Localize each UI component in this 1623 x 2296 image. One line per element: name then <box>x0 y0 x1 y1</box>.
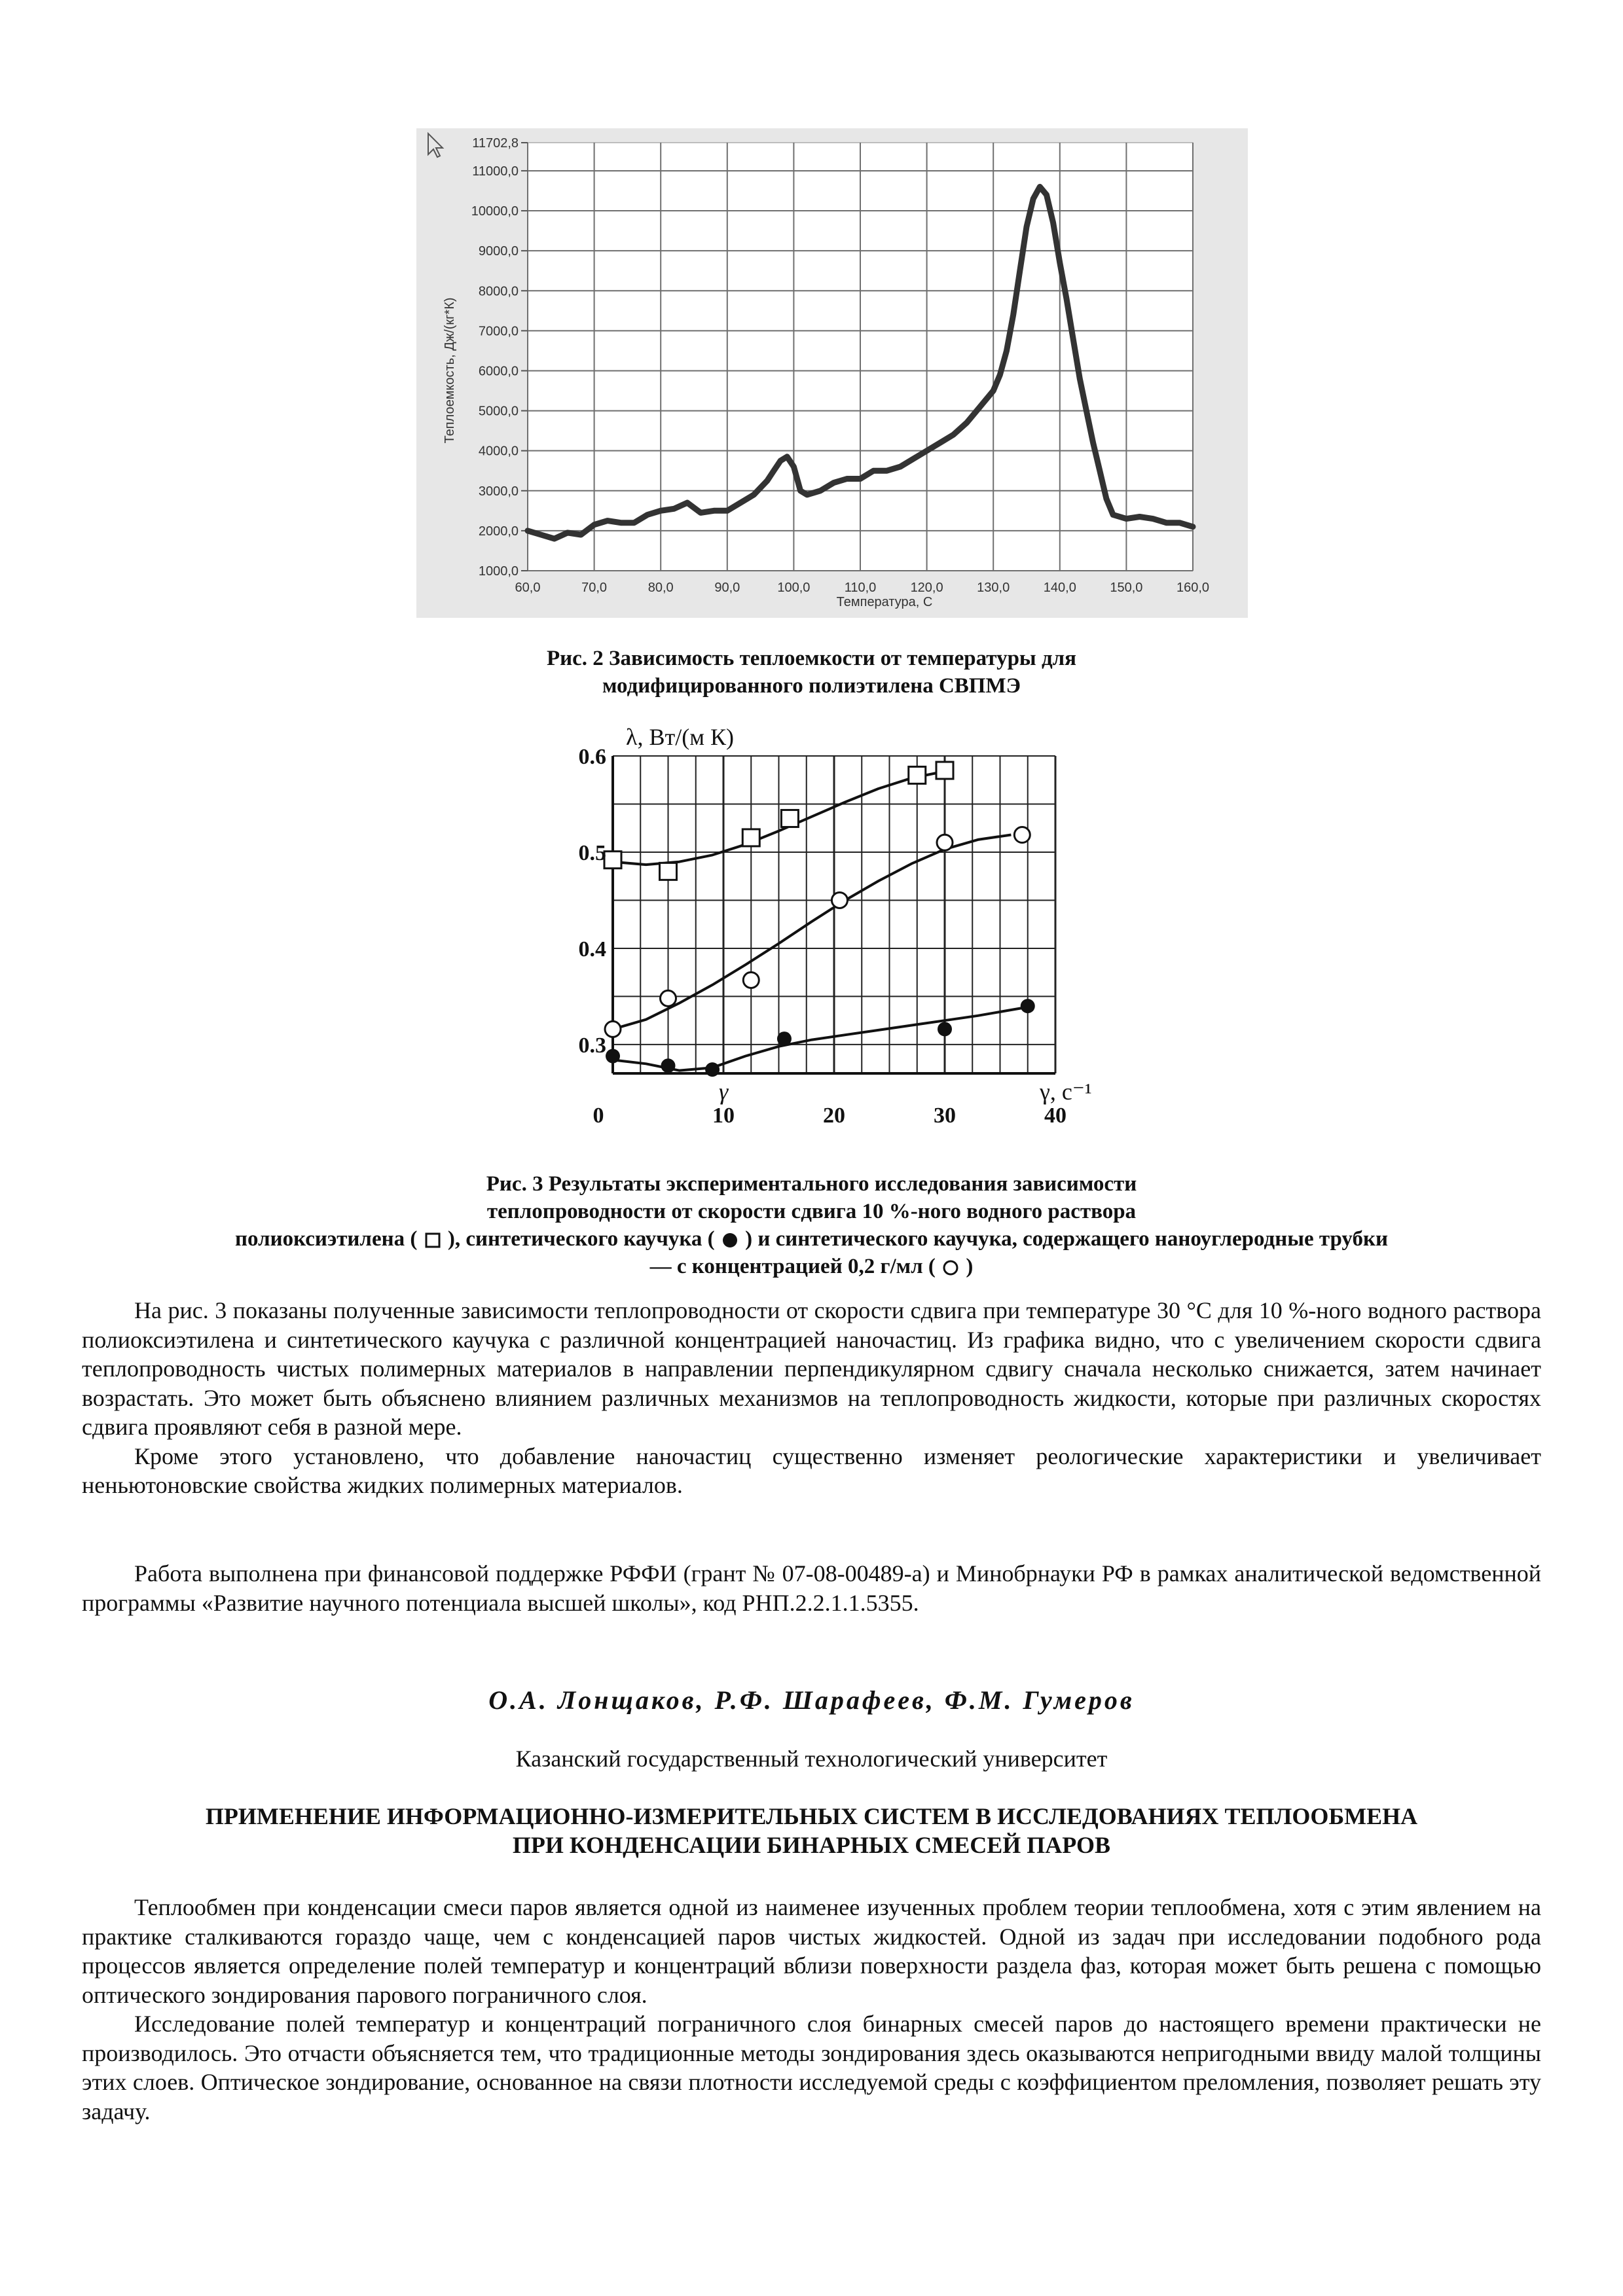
figure3-caption-line1: Рис. 3 Результаты экспериментального исследования зависимости <box>486 1172 1137 1196</box>
fig3-point-open-circle <box>937 834 953 850</box>
body-paragraph-2: Кроме этого установлено, что добавление наночастиц существенно изменяет реологические характеристики и увеличивает неньютоновские свойства жидких полимерных материалов. <box>82 1443 1541 1498</box>
fig2-x-tick-label: 70,0 <box>581 581 608 595</box>
fig3-y-tick-label: 0.4 <box>578 937 606 961</box>
fig3-point-filled-circle <box>606 1049 620 1064</box>
article-title-line1: ПРИМЕНЕНИЕ ИНФОРМАЦИОННО-ИЗМЕРИТЕЛЬНЫХ СИСТЕМ В ИССЛЕДОВАНИЯХ ТЕПЛООБМЕНА <box>205 1803 1418 1829</box>
body-text <box>82 1296 1541 1500</box>
fig2-y-tick-label: 8000,0 <box>478 284 519 299</box>
fig3-point-open-circle <box>743 972 759 988</box>
open-circle-icon <box>941 1258 960 1278</box>
fig2-y-tick-label: 7000,0 <box>478 324 519 339</box>
fig2-y-tick-label: 9000,0 <box>478 244 519 259</box>
fig3-point-square <box>604 852 621 869</box>
fig2-y-tick-label: 4000,0 <box>478 444 519 459</box>
fig2-x-tick-label: 140,0 <box>1043 581 1076 595</box>
fig2-y-tick-label: 5000,0 <box>478 404 519 419</box>
fig2-x-tick-label: 110,0 <box>844 581 877 595</box>
figure3-caption-line4 <box>0 1254 1623 1279</box>
fig2-x-tick-label: 130,0 <box>977 581 1010 595</box>
fig2-ylabel: Теплоемкость, Дж/(кг*К) <box>443 297 457 444</box>
fig3-point-open-circle <box>605 1021 621 1037</box>
caption-part-a: полиоксиэтилена ( <box>234 1227 418 1251</box>
fig2-y-tick-label: 11702,8 <box>472 136 519 151</box>
fig2-x-tick-label: 120,0 <box>910 581 943 595</box>
article-title-line2: ПРИ КОНДЕНСАЦИИ БИНАРНЫХ СМЕСЕЙ ПАРОВ <box>512 1832 1111 1858</box>
fig2-x-tick-label: 80,0 <box>647 581 674 595</box>
fig3-x-tick-label: 0 <box>593 1103 604 1128</box>
fig2-y-tick-label: 2000,0 <box>478 524 519 539</box>
open-square-icon <box>423 1230 443 1250</box>
body-paragraph-1: На рис. 3 показаны полученные зависимости теплопроводности от скорости сдвига при температуре 30 °С для 10 %-ного водного раствора полиоксиэтилена и синтетического каучука с различной концентрацией наночастиц. Из графика видно, что с увеличением скорости сдвига теплопроводность чистых полимерных материалов в направлении перпендикулярном сдвигу сначала несколько снижается, затем начинает возрастать. Это может быть объяснено влиянием различных механизмов на теплопроводность жидкости, которые при различных скоростях сдвига проявляют себя в разной мере. <box>82 1297 1541 1440</box>
fig3-point-square <box>936 762 953 779</box>
fig3-x-tick-label: 30 <box>934 1103 956 1128</box>
fig2-x-tick-label: 160,0 <box>1176 581 1210 595</box>
figure3-caption-line2: теплопроводности от скорости сдвига 10 %-ного водного раствора <box>486 1200 1137 1223</box>
fig2-x-tick-label: 60,0 <box>515 581 541 595</box>
fig2-y-tick-label: 3000,0 <box>478 484 519 499</box>
fig2-x-tick-label: 90,0 <box>714 581 740 595</box>
caption-part-d: — с концентрацией 0,2 г/мл ( <box>649 1255 936 1278</box>
fig3-ylabel: λ, Вт/(м К) <box>626 724 734 750</box>
fig3-point-open-circle <box>661 990 676 1006</box>
fig3-point-square <box>909 766 926 783</box>
fig3-x-tick-label: 40 <box>1044 1103 1067 1128</box>
acknowledgement: Работа выполнена при финансовой поддержке РФФИ (грант № 07-08-00489-а) и Минобрнауки РФ в рамках аналитической ведомственной программы «Развитие научного потенциала высшей школы», код РНП.2.2.1.1.5355. <box>82 1560 1541 1616</box>
fig2-y-tick-label: 10000,0 <box>471 204 519 219</box>
fig2-y-tick-label: 11000,0 <box>472 164 519 179</box>
fig3-point-square <box>742 829 759 846</box>
fig3-point-filled-circle <box>705 1062 720 1077</box>
article-paragraph-2: Исследование полей температур и концентраций пограничного слоя бинарных смесей паров до настоящего времени практически не производилось. Это отчасти объясняется тем, что традиционные методы зондирования здесь оказываются непригодными ввиду малой толщины этих слоев. Оптическое зондирование, основанное на связи плотности исследуемой среды с коэффициентом преломления, позволяет решать эту задачу. <box>82 2011 1541 2125</box>
fig3-xlabel: γ, c⁻¹ <box>1040 1079 1092 1105</box>
fig3-inner-gamma: γ <box>719 1079 729 1105</box>
fig2-y-tick-label: 1000,0 <box>478 564 519 579</box>
caption-part-e: ) <box>966 1255 974 1278</box>
fig3-y-tick-label: 0.5 <box>578 840 606 865</box>
fig3-point-filled-circle <box>1021 999 1035 1013</box>
fig3-curve-2 <box>613 1007 1028 1071</box>
article-paragraph-1: Теплообмен при конденсации смеси паров является одной из наименее изученных проблем теории теплообмена, хотя с этим явлением на практике сталкиваются гораздо чаще, чем с конденсацией паров чистых жидкостей. Одной из задач при исследовании подобного рода процессов является определение полей температур и концентраций вблизи поверхности раздела фаз, которая может быть решена с помощью оптического зондирования парового пограничного слоя. <box>82 1894 1541 2008</box>
fig3-point-filled-circle <box>661 1058 676 1073</box>
fig3-point-open-circle <box>1014 827 1030 843</box>
fig3-point-filled-circle <box>777 1031 792 1046</box>
acknowledgement-block <box>82 1559 1541 1617</box>
fig2-x-tick-label: 150,0 <box>1110 581 1143 595</box>
figure3-caption-line3 <box>0 1227 1623 1251</box>
fig3-point-square <box>660 863 677 880</box>
fig3-x-tick-label: 20 <box>823 1103 845 1128</box>
figure3-chart <box>550 720 1139 1152</box>
caption-part-b: ), синтетического каучука ( <box>447 1227 715 1251</box>
fig3-x-tick-label: 10 <box>712 1103 735 1128</box>
article-authors: О.А. Лонщаков, Р.Ф. Шарафеев, Ф.М. Гумеров <box>488 1685 1135 1715</box>
figure2-chart <box>416 128 1248 618</box>
fig3-point-open-circle <box>831 892 847 908</box>
fig2-x-tick-label: 100,0 <box>777 581 811 595</box>
figure2-caption-line1: Рис. 2 Зависимость теплоемкости от температуры для <box>546 647 1076 670</box>
article-body <box>82 1893 1541 2126</box>
article-affiliation: Казанский государственный технологический университет <box>515 1746 1108 1772</box>
fig2-xlabel: Температура, С <box>836 595 933 609</box>
fig3-point-filled-circle <box>938 1022 952 1036</box>
fig3-y-tick-label: 0.3 <box>578 1033 606 1058</box>
fig3-y-tick-label: 0.6 <box>578 745 606 769</box>
filled-circle-icon <box>720 1230 740 1250</box>
figure2-caption-line2: модифицированного полиэтилена СВПМЭ <box>602 674 1021 698</box>
caption-part-c: ) и синтетического каучука, содержащего наноуглеродные трубки <box>745 1227 1388 1251</box>
fig3-point-square <box>781 810 798 827</box>
cursor-arrow-icon <box>428 134 443 157</box>
fig2-y-tick-label: 6000,0 <box>478 364 519 379</box>
